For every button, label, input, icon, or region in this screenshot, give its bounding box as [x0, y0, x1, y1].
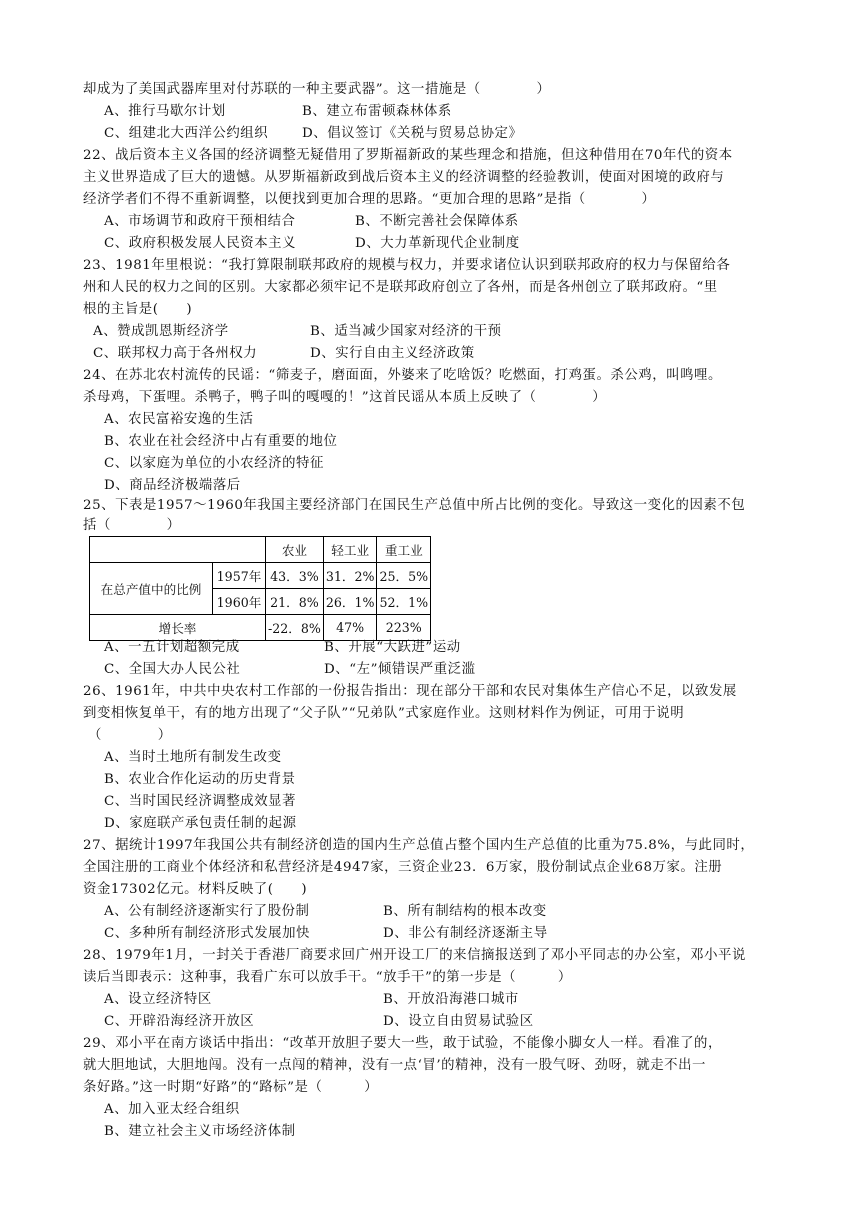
option-27-c: C、多种所有制经济形式发展加快 — [104, 926, 310, 941]
question-24-line-2: 杀母鸡，下蛋哩。杀鸭子，鸭子叫的嘎嘎的！”这首民谣从本质上反映了（ ） — [83, 390, 607, 405]
question-25-line-1: 25、下表是1957～1960年我国主要经济部门在国民生产总值中所占比例的变化。导致这一变化的因素不包 — [83, 498, 746, 513]
question-26-line-2: 到变相恢复单干，有的地方出现了“父子队”“兄弟队”式家庭作业。这则材料作为例证，可用于说明 — [83, 706, 685, 721]
table-growth-label: 增长率 — [90, 615, 266, 641]
option-29-a: A、加入亚太经合组织 — [104, 1102, 240, 1117]
option-24-d: D、商品经济极端落后 — [104, 478, 241, 493]
option-22-b: B、不断完善社会保障体系 — [355, 214, 519, 229]
option-21-b: B、建立布雷顿森林体系 — [302, 104, 452, 119]
option-26-b: B、农业合作化运动的历史背景 — [104, 772, 296, 787]
table-row — [90, 615, 431, 641]
option-21-a: A、推行马歇尔计划 — [104, 104, 226, 119]
table-cell: -22．8% — [266, 615, 324, 641]
option-27-d: D、非公有制经济逐渐主导 — [383, 926, 548, 941]
option-26-d: D、家庭联产承包责任制的起源 — [104, 816, 297, 831]
option-22-a: A、市场调节和政府干预相结合 — [104, 214, 296, 229]
table-cell: 26．1% — [323, 589, 377, 615]
option-22-d: D、大力革新现代企业制度 — [355, 236, 520, 251]
question-29-line-3: 条好路。”这一时期“好路”的“路标”是（ ） — [83, 1080, 379, 1095]
economy-ratio-table — [89, 536, 431, 641]
option-28-d: D、设立自由贸易试验区 — [383, 1014, 534, 1029]
question-24-line-1: 24、在苏北农村流传的民谣：“筛麦子，磨面面，外婆来了吃啥饭？吃燃面，打鸡蛋。杀公鸡，叫鸣哩。 — [83, 368, 722, 383]
table-header-cell: 重工业 — [377, 537, 431, 563]
table-cell: 31．2% — [323, 563, 377, 589]
table-header-cell: 轻工业 — [323, 537, 377, 563]
question-22-line-1: 22、战后资本主义各国的经济调整无疑借用了罗斯福新政的某些理念和措施，但这种借用在70年代的资本 — [83, 148, 733, 163]
option-28-c: C、开辟沿海经济开放区 — [104, 1014, 255, 1029]
question-29-line-1: 29、邓小平在南方谈话中指出：“改革开放胆子要大一些，敢于试验，不能像小脚女人一样。看准了的， — [83, 1036, 722, 1051]
question-23-line-1: 23、1981年里根说：“我打算限制联邦政府的规模与权力，并要求诸位认识到联邦政府的权力与保留给各 — [83, 258, 731, 273]
option-21-d: D、倡议签订《关税与贸易总协定》 — [302, 126, 523, 141]
table-cell: 25．5% — [377, 563, 431, 589]
option-23-b: B、适当减少国家对经济的干预 — [310, 324, 502, 339]
question-27-line-3: 资金17302亿元。材料反映了( ) — [83, 882, 308, 897]
question-28-line-1: 28、1979年1月，一封关于香港厂商要求回广州开设工厂的来信摘报送到了邓小平同志的办公室，邓小平说 — [83, 948, 746, 963]
option-21-c: C、组建北大西洋公约组织 — [104, 126, 269, 141]
option-28-b: B、开放沿海港口城市 — [383, 992, 519, 1007]
question-25-line-2: 括（ ） — [83, 518, 181, 533]
question-29-line-2: 就大胆地试，大胆地闯。没有一点闯的精神，没有一点‘冒’的精神，没有一股气呀、劲呀，就走不出一 — [83, 1058, 706, 1073]
option-29-b: B、建立社会主义市场经济体制 — [104, 1124, 296, 1139]
option-23-c: C、联邦权力高于各州权力 — [93, 346, 258, 361]
option-23-d: D、实行自由主义经济政策 — [310, 346, 475, 361]
table-year-cell: 1960年 — [213, 589, 266, 615]
table-row — [90, 563, 431, 589]
option-24-a: A、农民富裕安逸的生活 — [104, 412, 254, 427]
option-23-a: A、赞成凯恩斯经济学 — [93, 324, 229, 339]
option-27-a: A、公有制经济逐渐实行了股份制 — [104, 904, 310, 919]
option-27-b: B、所有制结构的根本改变 — [383, 904, 547, 919]
question-23-line-2: 州和人民的权力之间的区别。大家都必须牢记不是联邦政府创立了各州，而是各州创立了联邦政府。“里 — [83, 280, 718, 295]
table-cell: 21．8% — [266, 589, 324, 615]
question-26-line-3: （ ） — [88, 728, 172, 743]
option-25-b: B、开展“大跃进”运动 — [324, 640, 461, 655]
table-corner-cell — [90, 537, 266, 563]
question-23-line-3: 根的主旨是( ) — [83, 302, 193, 317]
table-cell: 223% — [377, 615, 431, 641]
option-26-c: C、当时国民经济调整成效显著 — [104, 794, 297, 809]
option-24-b: B、农业在社会经济中占有重要的地位 — [104, 434, 338, 449]
option-26-a: A、当时土地所有制发生改变 — [104, 750, 282, 765]
table-year-cell: 1957年 — [213, 563, 266, 589]
option-28-a: A、设立经济特区 — [104, 992, 212, 1007]
option-25-c: C、全国大办人民公社 — [104, 662, 241, 677]
question-22-line-2: 主义世界造成了巨大的遗憾。从罗斯福新政到战后资本主义的经济调整的经验教训，使面对困境的政府与 — [83, 170, 725, 185]
question-27-line-1: 27、据统计1997年我国公共有制经济创造的国内生产总值占整个国内生产总值的比重为75.8%，与此同时， — [83, 838, 755, 853]
table-row-group-label: 在总产值中的比例 — [90, 563, 213, 615]
question-27-line-2: 全国注册的工商业个体经济和私营经济是4947家，三资企业23．6万家，股份制试点企业68万家。注册 — [83, 860, 723, 875]
option-25-d: D、“左”倾错误严重泛滥 — [324, 662, 476, 677]
table-cell: 43．3% — [266, 563, 324, 589]
option-25-a: A、一五计划超额完成 — [104, 640, 240, 655]
option-22-c: C、政府积极发展人民资本主义 — [104, 236, 297, 251]
option-24-c: C、以家庭为单位的小农经济的特征 — [104, 456, 324, 471]
table-header-row — [90, 537, 431, 563]
question-28-line-2: 读后当即表示：这种事，我看广东可以放手干。“放手干”的第一步是（ ） — [83, 970, 572, 985]
table-cell: 52．1% — [377, 589, 431, 615]
table-cell: 47% — [323, 615, 377, 641]
question-21-text: 却成为了美国武器库里对付苏联的一种主要武器”。这一措施是（ ） — [83, 82, 551, 97]
question-22-line-3: 经济学者们不得不重新调整，以便找到更加合理的思路。“更加合理的思路”是指（ ） — [83, 192, 656, 207]
table-header-cell: 农业 — [266, 537, 324, 563]
question-26-line-1: 26、1961年，中共中央农村工作部的一份报告指出：现在部分干部和农民对集体生产信心不足，以致发展 — [83, 684, 737, 699]
